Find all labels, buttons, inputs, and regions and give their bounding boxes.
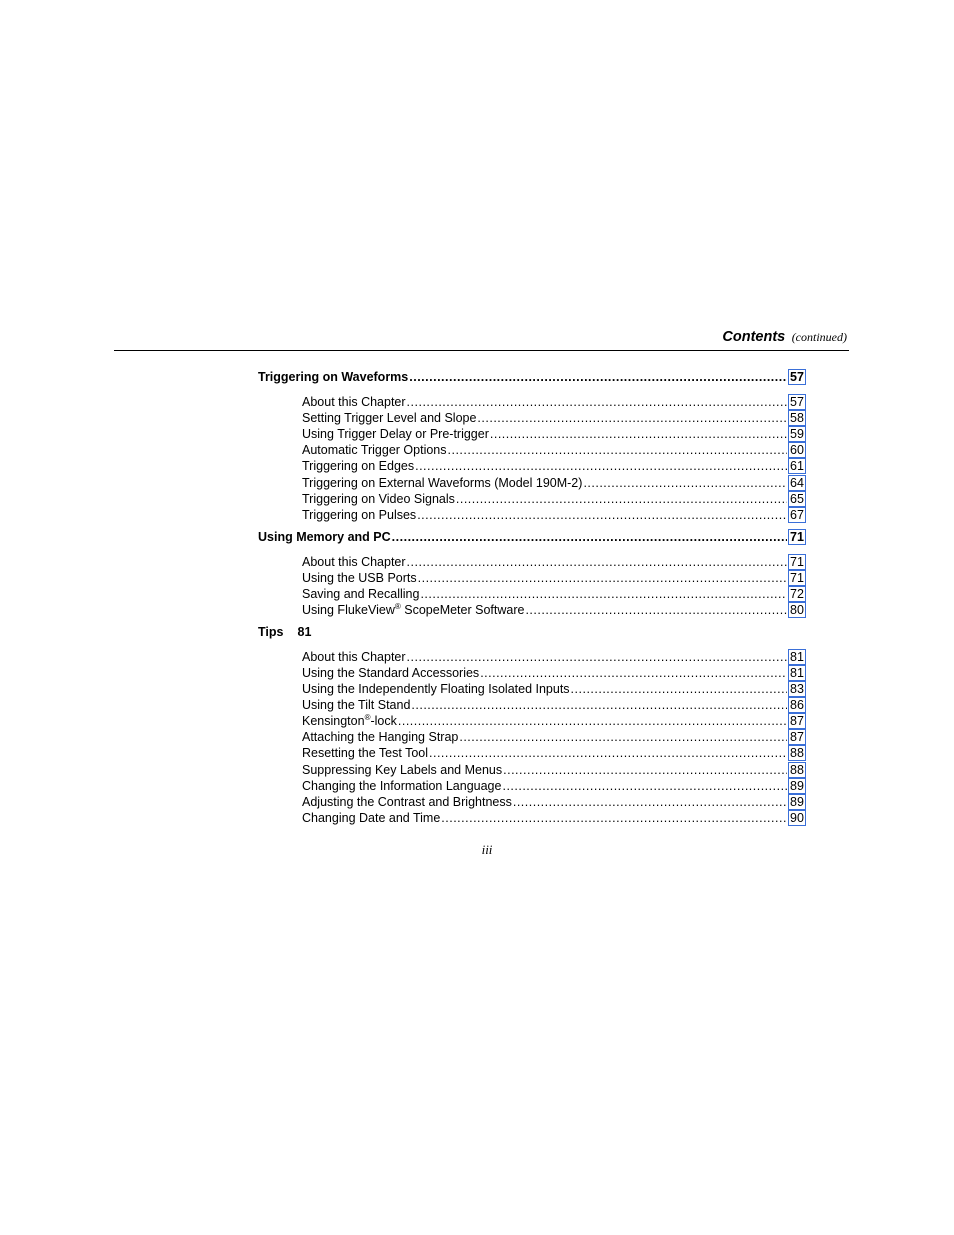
dot-leader	[513, 794, 787, 810]
toc-section[interactable]	[302, 762, 806, 778]
toc-section[interactable]	[302, 458, 806, 474]
dot-leader	[420, 586, 787, 602]
section-title: Saving and Recalling	[302, 587, 420, 601]
section-title: About this Chapter	[302, 395, 406, 409]
section-title: Adjusting the Contrast and Brightness	[302, 795, 512, 809]
toc-section[interactable]	[302, 554, 806, 570]
section-title: About this Chapter	[302, 555, 406, 569]
dot-leader	[477, 410, 787, 426]
page-link[interactable]: 57	[788, 394, 806, 410]
section-title: Using the Tilt Stand	[302, 698, 411, 712]
toc-chapter-tips[interactable]	[258, 624, 458, 640]
section-title: Changing Date and Time	[302, 811, 441, 825]
toc-section[interactable]	[302, 602, 806, 618]
toc-section[interactable]	[302, 729, 806, 745]
dot-leader	[503, 762, 787, 778]
section-title: About this Chapter	[302, 650, 406, 664]
page-link[interactable]: 60	[788, 442, 806, 458]
section-title: Triggering on Pulses	[302, 508, 417, 522]
page-link[interactable]: 58	[788, 410, 806, 426]
page-link[interactable]: 89	[788, 794, 806, 810]
page-link[interactable]: 90	[788, 810, 806, 826]
toc-section[interactable]	[302, 649, 806, 665]
page-link[interactable]: 87	[788, 713, 806, 729]
toc-section[interactable]	[302, 681, 806, 697]
section-title: Suppressing Key Labels and Menus	[302, 763, 503, 777]
section-title-rest: -lock	[370, 714, 397, 728]
page-link[interactable]: 61	[788, 458, 806, 474]
toc-section[interactable]	[302, 745, 806, 761]
section-title: Changing the Information Language	[302, 779, 502, 793]
page-link[interactable]: 64	[788, 475, 806, 491]
dot-leader	[417, 507, 787, 523]
section-title	[302, 713, 397, 729]
page-link[interactable]: 57	[788, 369, 806, 385]
section-title: Setting Trigger Level and Slope	[302, 411, 477, 425]
page-link[interactable]: 81	[788, 649, 806, 665]
section-title	[302, 602, 524, 618]
toc-section[interactable]	[302, 475, 806, 491]
chapter-title: Triggering on Waveforms	[258, 370, 409, 384]
page-link[interactable]: 89	[788, 778, 806, 794]
page-link[interactable]: 88	[788, 745, 806, 761]
toc-section[interactable]	[302, 586, 806, 602]
dot-leader	[459, 729, 787, 745]
toc-section[interactable]	[302, 410, 806, 426]
toc-section[interactable]	[302, 665, 806, 681]
dot-leader	[448, 442, 787, 458]
page-link[interactable]: 83	[788, 681, 806, 697]
header-subtitle: (continued)	[791, 330, 847, 344]
page-link[interactable]: 71	[788, 554, 806, 570]
toc-section[interactable]	[302, 570, 806, 586]
page-link[interactable]: 65	[788, 491, 806, 507]
page-link[interactable]: 59	[788, 426, 806, 442]
toc-section[interactable]	[302, 507, 806, 523]
page-link[interactable]: 67	[788, 507, 806, 523]
section-title: Using Trigger Delay or Pre-trigger	[302, 427, 489, 441]
page-link[interactable]: 87	[788, 729, 806, 745]
dot-leader	[392, 529, 787, 545]
page-link[interactable]: 80	[788, 602, 806, 618]
toc-section[interactable]	[302, 426, 806, 442]
dot-leader	[407, 649, 787, 665]
page-link[interactable]: 88	[788, 762, 806, 778]
dot-leader	[490, 426, 787, 442]
section-title: Triggering on Video Signals	[302, 492, 455, 506]
dot-leader	[571, 681, 787, 697]
toc-section[interactable]	[302, 491, 806, 507]
chapter-page: 81	[297, 625, 312, 639]
section-title: Resetting the Test Tool	[302, 746, 429, 760]
section-title: Triggering on Edges	[302, 459, 415, 473]
section-title: Using the Independently Floating Isolated Inputs	[302, 682, 570, 696]
page-link[interactable]: 86	[788, 697, 806, 713]
section-title: Using the Standard Accessories	[302, 666, 480, 680]
toc-chapter-memory[interactable]	[258, 529, 806, 545]
dot-leader	[429, 745, 787, 761]
toc-section[interactable]	[302, 394, 806, 410]
dot-leader	[480, 665, 787, 681]
header-title: Contents	[722, 329, 786, 345]
dot-leader	[411, 697, 787, 713]
dot-leader	[456, 491, 787, 507]
page-link[interactable]: 72	[788, 586, 806, 602]
page-link[interactable]: 81	[788, 665, 806, 681]
section-title: Automatic Trigger Options	[302, 443, 447, 457]
section-title-rest: ScopeMeter Software	[400, 603, 525, 617]
section-title-main: Using FlukeView	[302, 603, 395, 617]
toc-section[interactable]	[302, 713, 806, 729]
dot-leader	[398, 713, 787, 729]
toc-section[interactable]	[302, 697, 806, 713]
toc-chapter-triggering[interactable]	[258, 369, 806, 385]
dot-leader	[502, 778, 787, 794]
section-title: Triggering on External Waveforms (Model 190M-2)	[302, 476, 583, 490]
chapter-title: Using Memory and PC	[258, 530, 391, 544]
dot-leader	[418, 570, 787, 586]
section-title-main: Kensington	[302, 714, 365, 728]
page-number: iii	[481, 842, 493, 857]
dot-leader	[407, 394, 787, 410]
dot-leader	[415, 458, 787, 474]
section-title: Using the USB Ports	[302, 571, 417, 585]
dot-leader	[409, 369, 787, 385]
section-title: Attaching the Hanging Strap	[302, 730, 459, 744]
dot-leader	[407, 554, 787, 570]
registered-mark: ®	[364, 712, 371, 722]
chapter-title: Tips	[258, 625, 284, 639]
toc-section[interactable]	[302, 810, 806, 826]
page-link[interactable]: 71	[788, 529, 806, 545]
dot-leader	[441, 810, 787, 826]
toc-section[interactable]	[302, 442, 806, 458]
dot-leader	[525, 602, 787, 618]
registered-mark: ®	[394, 601, 401, 611]
toc-section[interactable]	[302, 778, 806, 794]
toc-section[interactable]	[302, 794, 806, 810]
dot-leader	[583, 475, 787, 491]
page-link[interactable]: 71	[788, 570, 806, 586]
